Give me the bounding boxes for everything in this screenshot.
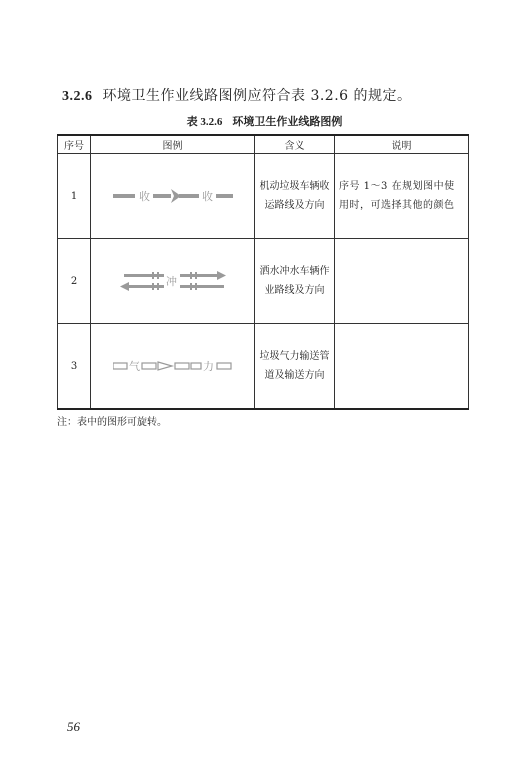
table-header-row: [58, 135, 469, 154]
legend-table: [57, 134, 469, 410]
table-caption-number: 表 3.2.6: [186, 116, 223, 128]
table-note: 注：表中的图形可旋转。: [57, 417, 167, 428]
pneumatic-pipe-symbol-icon: [113, 358, 233, 374]
row-number: 1: [58, 154, 91, 239]
header-meaning: 含义: [255, 135, 335, 154]
meaning-cell: 垃圾气力输送管道及输送方向: [255, 324, 335, 410]
header-no: 序号: [58, 135, 91, 154]
symbol-char: 气: [128, 360, 140, 373]
table-caption: [0, 113, 529, 129]
section-text: 环境卫生作业线路图例应符合表 3.2.6 的规定。: [102, 88, 412, 104]
symbol-char: 冲: [165, 275, 177, 288]
row-number: 3: [58, 324, 91, 410]
header-description: 说明: [335, 135, 469, 154]
symbol-char: 收: [201, 190, 213, 203]
symbol-char: 收: [138, 190, 150, 203]
header-symbol: 图例: [91, 135, 255, 154]
table-row: [58, 154, 469, 239]
table-caption-text: 环境卫生作业线路图例: [232, 115, 343, 128]
symbol-cell: [91, 154, 255, 239]
description-cell: 序号 1～3 在规划图中使用时，可选择其他的颜色: [335, 154, 469, 239]
section-number: 3.2.6: [62, 89, 93, 104]
symbol-cell: [91, 324, 255, 410]
meaning-cell: 机动垃圾车辆收运路线及方向: [255, 154, 335, 239]
section-heading: [62, 85, 412, 105]
row-number: 2: [58, 239, 91, 324]
symbol-char: 力: [202, 360, 214, 373]
table-row: [58, 324, 469, 410]
description-cell: [335, 324, 469, 410]
collection-route-symbol-icon: [113, 188, 233, 204]
description-cell: [335, 239, 469, 324]
sprinkler-route-symbol-icon: [118, 270, 228, 292]
table-row: [58, 239, 469, 324]
page-number: 56: [67, 719, 80, 734]
meaning-cell: 洒水冲水车辆作业路线及方向: [255, 239, 335, 324]
symbol-cell: [91, 239, 255, 324]
